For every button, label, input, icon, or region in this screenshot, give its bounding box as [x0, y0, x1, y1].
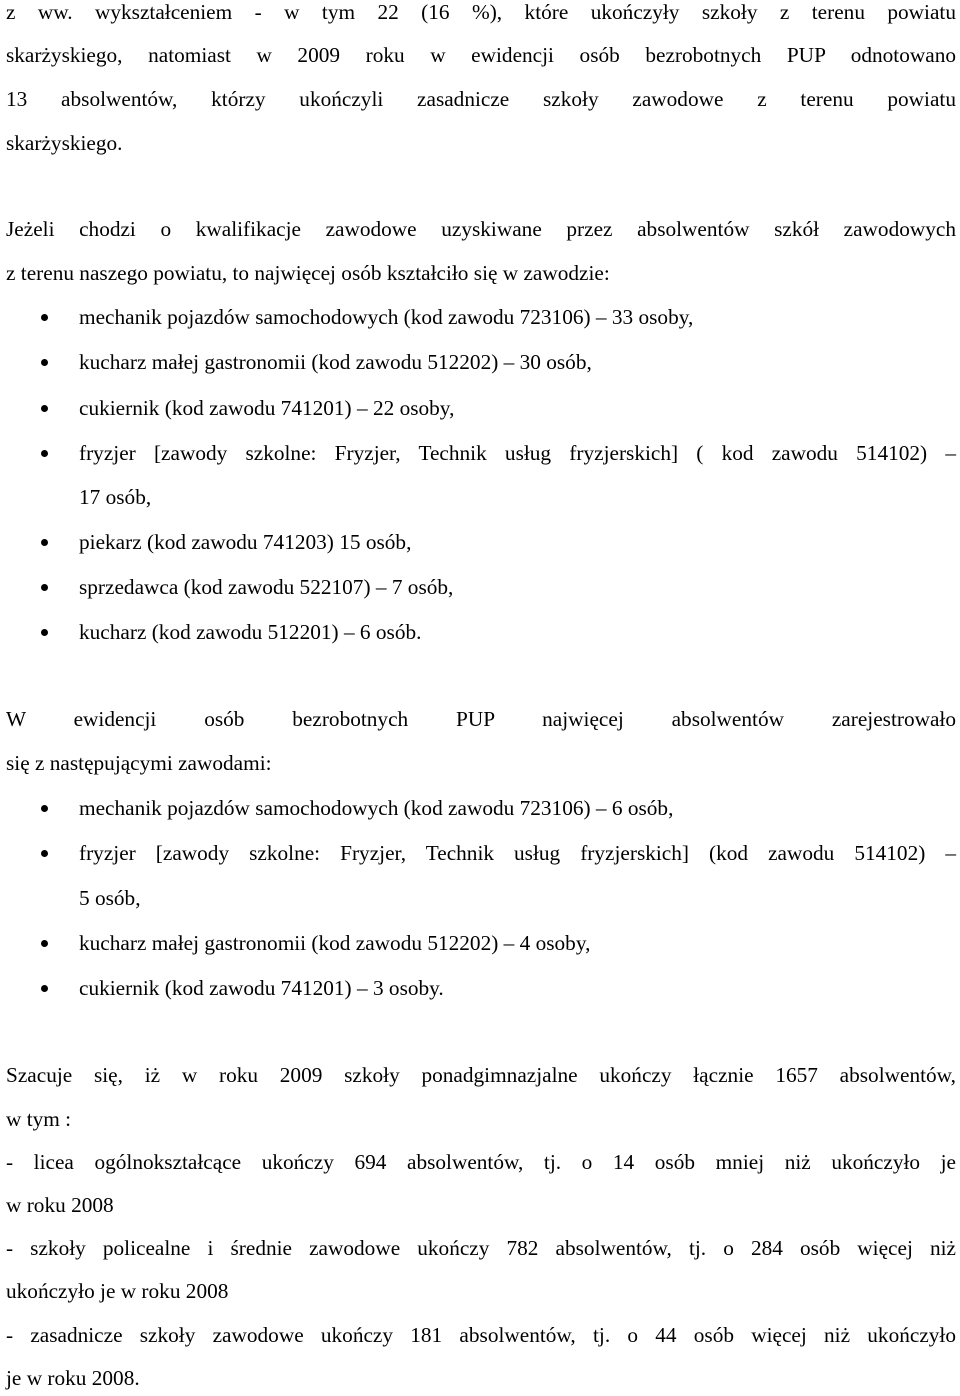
list-item-text: mechanik pojazdów samochodowych (kod zawodu 723106) – 33 osoby, [79, 305, 694, 329]
list-item-text: kucharz małej gastronomii (kod zawodu 512202) – 4 osoby, [79, 931, 591, 955]
list-item-continuation: 5 osób, [79, 886, 141, 910]
bullet-icon [41, 450, 48, 457]
bullet-icon [41, 314, 48, 321]
bullet-icon [41, 584, 48, 591]
list-item-text: kucharz małej gastronomii (kod zawodu 512202) – 30 osób, [79, 350, 592, 374]
intro-line-4: skarżyskiego. [6, 131, 123, 155]
intro-line-1: z ww. wykształceniem - w tym 22 (16 %), które ukończyły szkoły z terenu powiatu [6, 0, 956, 24]
bullet-icon [41, 405, 48, 412]
list-item-continuation: 17 osób, [79, 485, 152, 509]
list-item-text: kucharz (kod zawodu 512201) – 6 osób. [79, 620, 422, 644]
list-item-text: cukiernik (kod zawodu 741201) – 3 osoby. [79, 976, 444, 1000]
bullet-icon [41, 359, 48, 366]
section3-line-7: - zasadnicze szkoły zawodowe ukończy 181 absolwentów, tj. o 44 osób więcej niż ukończyło [6, 1323, 956, 1347]
section3-line-8: je w roku 2008. [6, 1366, 140, 1390]
list-item-text: piekarz (kod zawodu 741203) 15 osób, [79, 530, 412, 554]
intro-line-2: skarżyskiego, natomiast w 2009 roku w ewidencji osób bezrobotnych PUP odnotowano [6, 43, 956, 67]
bullet-icon [41, 539, 48, 546]
bullet-icon [41, 940, 48, 947]
bullet-icon [41, 629, 48, 636]
intro-line-3: 13 absolwentów, którzy ukończyli zasadnicze szkoły zawodowe z terenu powiatu [6, 87, 956, 111]
section3-line-1: Szacuje się, iż w roku 2009 szkoły ponadgimnazjalne ukończy łącznie 1657 absolwentów, [6, 1063, 956, 1087]
section2-line-2: się z następującymi zawodami: [6, 751, 272, 775]
list-item-text: sprzedawca (kod zawodu 522107) – 7 osób, [79, 575, 454, 599]
bullet-icon [41, 805, 48, 812]
section3-line-3: - licea ogólnokształcące ukończy 694 absolwentów, tj. o 14 osób mniej niż ukończyło je [6, 1150, 956, 1174]
list-item-text: fryzjer [zawody szkolne: Fryzjer, Technik usług fryzjerskich] ( kod zawodu 514102) – [79, 441, 956, 465]
bullet-icon [41, 850, 48, 857]
list-item-text: fryzjer [zawody szkolne: Fryzjer, Technik usług fryzjerskich] (kod zawodu 514102) – [79, 841, 956, 865]
bullet-icon [41, 985, 48, 992]
section3-line-6: ukończyło je w roku 2008 [6, 1279, 229, 1303]
section1-line-2: z terenu naszego powiatu, to najwięcej osób kształciło się w zawodzie: [6, 261, 610, 285]
list-item-text: mechanik pojazdów samochodowych (kod zawodu 723106) – 6 osób, [79, 796, 674, 820]
section3-line-4: w roku 2008 [6, 1193, 114, 1217]
list-item-text: cukiernik (kod zawodu 741201) – 22 osoby, [79, 396, 455, 420]
section1-line-1: Jeżeli chodzi o kwalifikacje zawodowe uzyskiwane przez absolwentów szkół zawodowych [6, 217, 956, 241]
section2-line-1: W ewidencji osób bezrobotnych PUP najwięcej absolwentów zarejestrowało [6, 707, 956, 731]
section3-line-2: w tym : [6, 1107, 72, 1131]
section3-line-5: - szkoły policealne i średnie zawodowe ukończy 782 absolwentów, tj. o 284 osób więcej niż [6, 1236, 956, 1260]
